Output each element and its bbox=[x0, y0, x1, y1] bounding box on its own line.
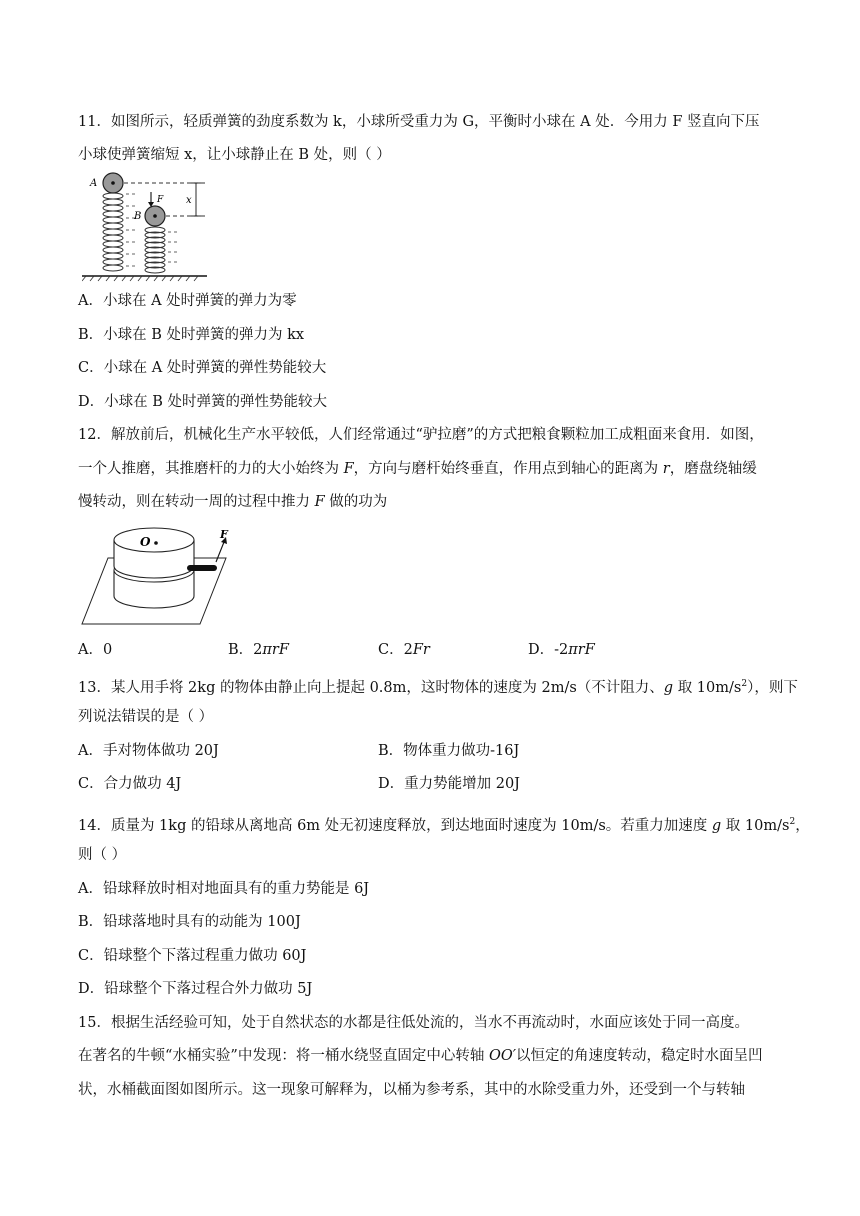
q12-option-a: A．0 bbox=[78, 642, 113, 658]
q11-option-b: B．小球在 B 处时弹簧的弹力为 kx bbox=[78, 327, 305, 343]
label-f: F bbox=[157, 195, 164, 205]
label-b: B bbox=[134, 211, 142, 222]
q11-spring-figure bbox=[82, 170, 222, 282]
q13-option-b: B．物体重力做功-16J bbox=[378, 743, 520, 759]
q15-stem-line3: 状，水桶截面图如图所示。这一现象可解释为，以桶为参考系，其中的水除受重力外，还受到一个与转轴 bbox=[78, 1082, 745, 1098]
q14-option-c: C．铅球整个下落过程重力做功 60J bbox=[78, 948, 307, 964]
q13-option-a: A．手对物体做功 20J bbox=[78, 743, 219, 759]
q15-stem-line1: 15．根据生活经验可知，处于自然状态的水都是往低处流的，当水不再流动时，水面应该处于同一高度。 bbox=[78, 1015, 749, 1031]
label-a: A bbox=[90, 178, 98, 189]
q12-stem-line2: 一个人推磨，其推磨杆的力的大小始终为 F，方向与磨杆始终垂直，作用点到轴心的距离为 r，磨盘绕轴缓 bbox=[78, 461, 757, 477]
q11-stem-line2: 小球使弹簧缩短 x，让小球静止在 B 处，则（ ） bbox=[78, 147, 391, 163]
q12-stem-line1: 12．解放前后，机械化生产水平较低，人们经常通过“驴拉磨”的方式把粮食颗粒加工成粗面来食用．如图， bbox=[78, 427, 764, 443]
q11-option-d: D．小球在 B 处时弹簧的弹性势能较大 bbox=[78, 394, 327, 410]
q13-stem-line2: 列说法错误的是（ ） bbox=[78, 709, 214, 725]
q14-stem-line2: 则（ ） bbox=[78, 847, 127, 863]
q15-stem-line2: 在著名的牛顿“水桶实验”中发现：将一桶水绕竖直固定中心转轴 OO′以恒定的角速度转动，稳定时水面呈凹 bbox=[78, 1048, 763, 1064]
q12-option-b: B．2πrF bbox=[228, 642, 289, 658]
q14-stem-line1: 14．质量为 1kg 的铅球从离地高 6m 处无初速度释放，到达地面时速度为 10m/s。若重力加速度 g 取 $10m/s^2$， bbox=[78, 817, 810, 834]
q13-stem-line1: 13．某人用手将 2kg 的物体由静止向上提起 0.8m，这时物体的速度为 2m/s（不计阻力、g 取 $10m/s^2$），则下 bbox=[78, 679, 798, 696]
q14-option-d: D．铅球整个下落过程合外力做功 5J bbox=[78, 981, 313, 997]
q14-option-b: B．铅球落地时具有的动能为 100J bbox=[78, 914, 301, 930]
spring-a bbox=[103, 193, 123, 271]
q13-option-d: D．重力势能增加 20J bbox=[378, 776, 520, 792]
q14-option-a: A．铅球释放时相对地面具有的重力势能是 6J bbox=[78, 881, 370, 897]
label-f12: F bbox=[220, 528, 228, 541]
q11-stem-line1: 11．如图所示，轻质弹簧的劲度系数为 k，小球所受重力为 G，平衡时小球在 A 处．今用力 F 竖直向下压 bbox=[78, 114, 760, 130]
label-x: x bbox=[186, 195, 192, 206]
q13-option-c: C．合力做功 4J bbox=[78, 776, 182, 792]
q12-millstone-figure bbox=[78, 524, 238, 628]
q12-option-d: D．-2πrF bbox=[528, 642, 595, 658]
q11-option-c: C．小球在 A 处时弹簧的弹性势能较大 bbox=[78, 360, 327, 376]
q12-stem-line3: 慢转动，则在转动一周的过程中推力 F 做的功为 bbox=[78, 494, 388, 510]
q12-option-c: C．2Fr bbox=[378, 642, 430, 658]
spring-b bbox=[145, 227, 165, 273]
label-o: O bbox=[140, 535, 151, 549]
q11-option-a: A．小球在 A 处时弹簧的弹力为零 bbox=[78, 293, 297, 309]
